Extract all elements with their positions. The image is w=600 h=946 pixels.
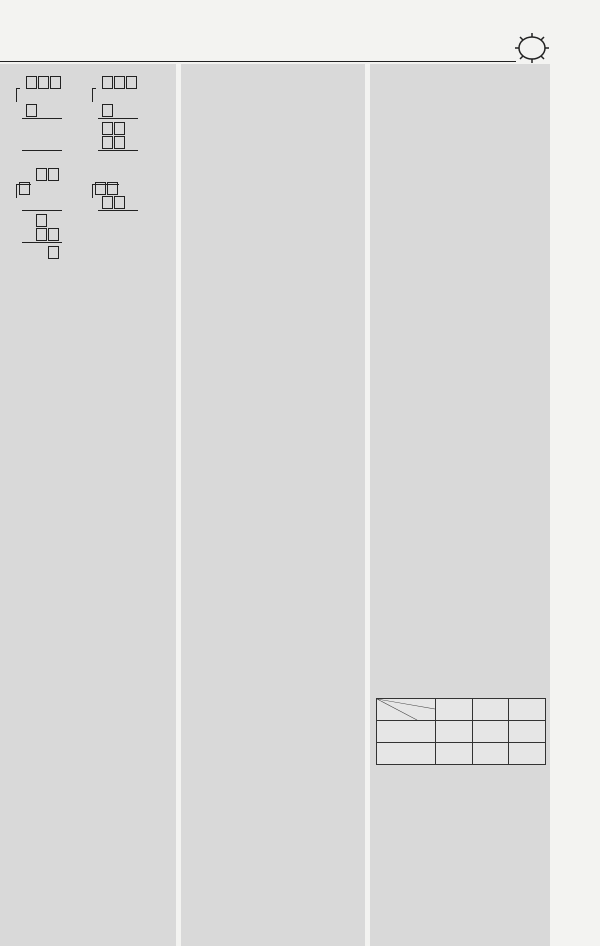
header-rule bbox=[0, 61, 516, 62]
quotient-digit bbox=[48, 168, 59, 181]
step-digit bbox=[102, 122, 113, 135]
middle-column-bg bbox=[181, 64, 365, 946]
table-col-header bbox=[509, 699, 546, 721]
rule bbox=[98, 118, 138, 119]
step-digit bbox=[114, 196, 125, 209]
rule bbox=[22, 150, 62, 151]
table-corner-cell bbox=[377, 699, 436, 721]
table-cell bbox=[509, 721, 546, 743]
quotient-digit bbox=[102, 76, 113, 89]
step-digit bbox=[102, 136, 113, 149]
quotient-digit bbox=[26, 76, 37, 89]
table-row bbox=[377, 721, 546, 743]
step-digit bbox=[26, 104, 37, 117]
table-cell bbox=[509, 743, 546, 765]
table-cell bbox=[377, 721, 436, 743]
step-digit bbox=[114, 122, 125, 135]
table-cell bbox=[377, 743, 436, 765]
dividend-digit bbox=[107, 182, 118, 195]
quotient-digit bbox=[36, 168, 47, 181]
step-digit bbox=[36, 228, 47, 241]
rule bbox=[22, 210, 62, 211]
rule bbox=[98, 150, 138, 151]
step-digit bbox=[114, 136, 125, 149]
quotient-digit bbox=[50, 76, 61, 89]
dividend-digit bbox=[19, 182, 30, 195]
step-digit bbox=[102, 104, 113, 117]
diagonal-lines-icon bbox=[377, 699, 435, 720]
table-row bbox=[377, 743, 546, 765]
survey-table bbox=[376, 698, 546, 765]
step-digit bbox=[102, 196, 113, 209]
rule bbox=[22, 118, 62, 119]
right-column-bg bbox=[370, 64, 550, 946]
dividend-digit bbox=[95, 182, 106, 195]
quotient-digit bbox=[38, 76, 49, 89]
rule bbox=[22, 242, 62, 243]
final-remainder bbox=[48, 246, 59, 259]
table-cell bbox=[436, 743, 473, 765]
step-digit bbox=[48, 228, 59, 241]
table-cell bbox=[472, 743, 509, 765]
table-cell bbox=[472, 721, 509, 743]
dividend bbox=[92, 88, 96, 102]
rule bbox=[98, 210, 138, 211]
quotient-digit bbox=[126, 76, 137, 89]
table-col-header bbox=[472, 699, 509, 721]
table-col-header bbox=[436, 699, 473, 721]
step-digit bbox=[36, 214, 47, 227]
sun-badge-icon bbox=[512, 32, 552, 64]
quotient-digit bbox=[114, 76, 125, 89]
dividend bbox=[16, 88, 20, 102]
table-cell bbox=[436, 721, 473, 743]
